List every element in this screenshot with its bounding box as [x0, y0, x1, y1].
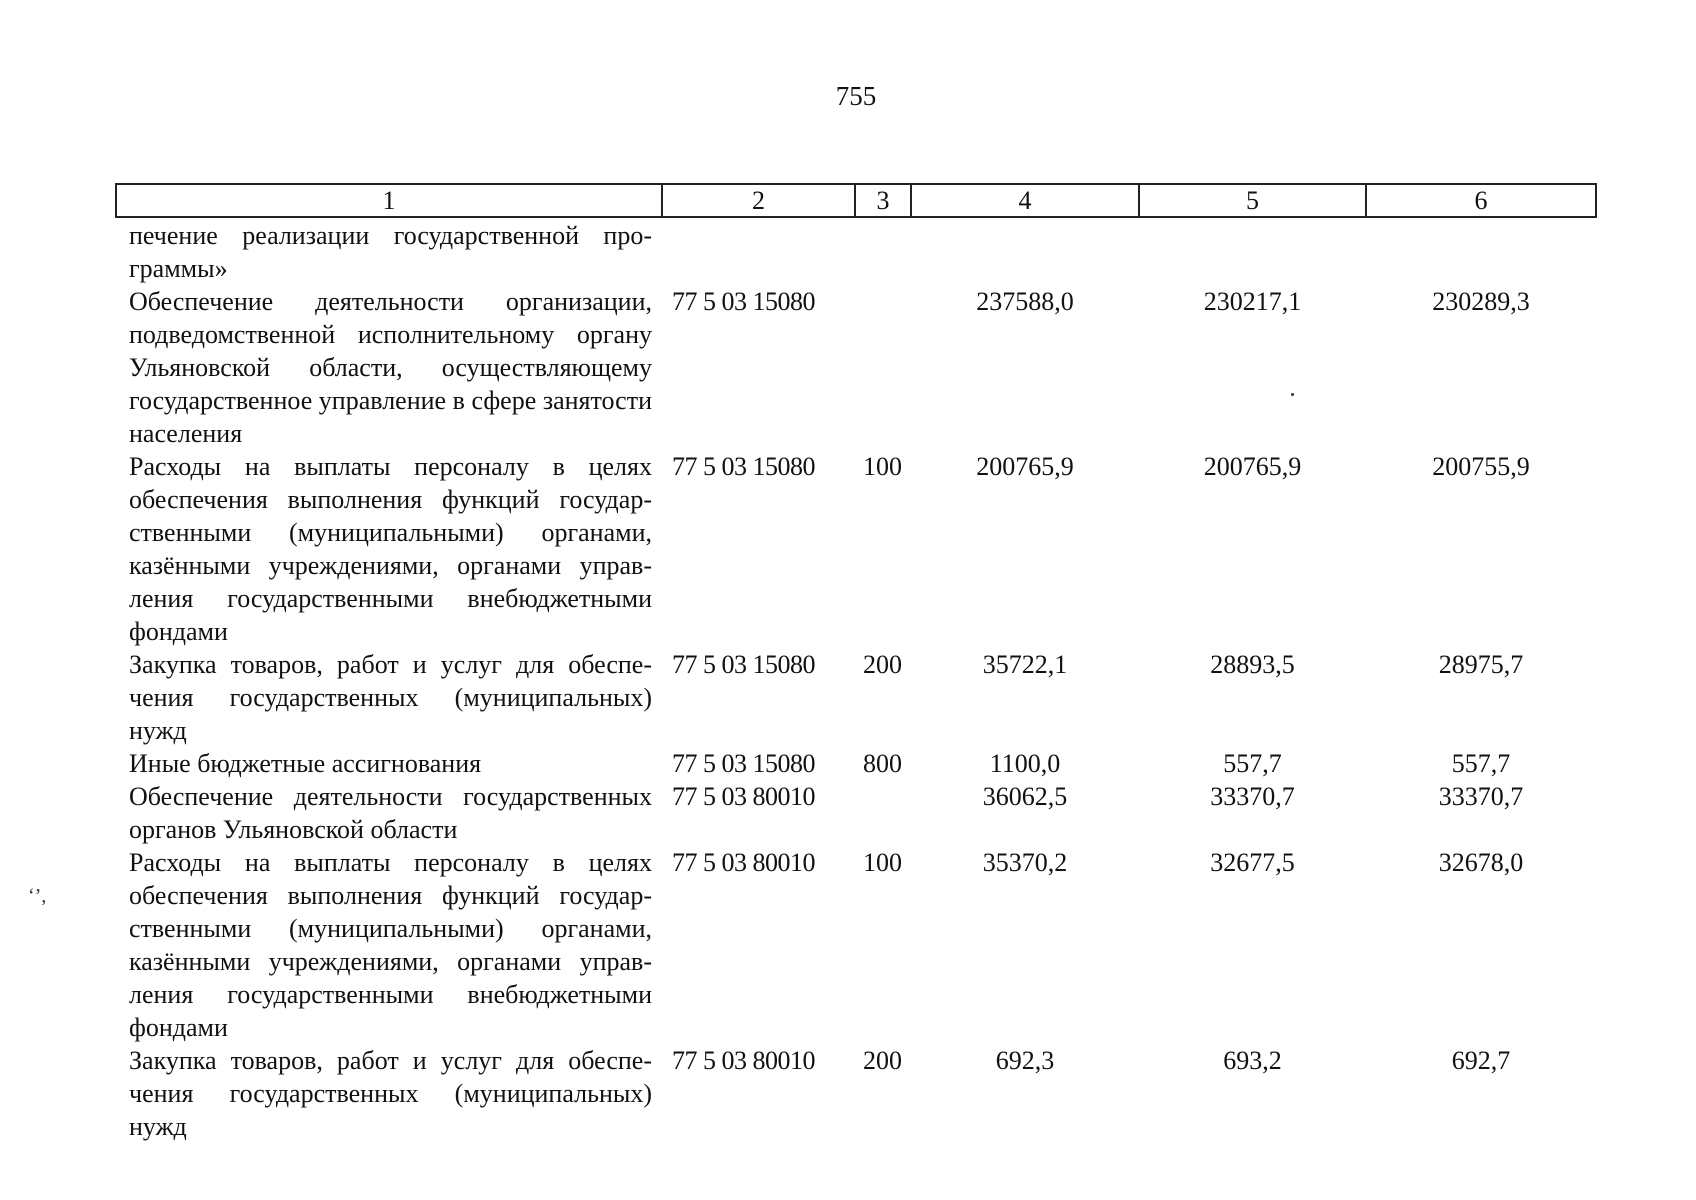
row-target-code: 77 5 03 15080 — [672, 650, 815, 679]
row-description: печение реализации государственной программы» — [129, 221, 652, 283]
row-amount-col6: 692,7 — [1451, 1046, 1511, 1075]
row-amount-col5: 200765,9 — [1203, 452, 1302, 481]
column-header-5: 5 — [1139, 184, 1366, 217]
row-target-code: 77 5 03 15080 — [672, 287, 815, 316]
budget-table — [115, 183, 1597, 1143]
row-amount-col4: 692,3 — [995, 1046, 1055, 1075]
row-expense-type: 200 — [863, 1046, 902, 1075]
row-expense-type — [855, 780, 911, 846]
row-amount-col4: 200765,9 — [976, 452, 1074, 481]
row-target-code — [662, 217, 855, 285]
table-row — [116, 780, 1596, 846]
table-row — [116, 747, 1596, 780]
column-header-4: 4 — [911, 184, 1139, 217]
row-amount-col4: 35370,2 — [982, 848, 1068, 877]
table-row — [116, 846, 1596, 1044]
row-amount-col6 — [1366, 217, 1596, 285]
column-header-6: 6 — [1366, 184, 1596, 217]
scan-artifact-mark: ‘’, — [28, 885, 47, 907]
row-amount-col6: 32678,0 — [1438, 848, 1524, 877]
table-row — [116, 450, 1596, 648]
row-amount-col5: 33370,7 — [1210, 782, 1295, 811]
column-header-3: 3 — [855, 184, 911, 217]
row-amount-col6: 33370,7 — [1438, 782, 1524, 811]
row-target-code: 77 5 03 80010 — [672, 782, 815, 811]
row-description: Закупка товаров, работ и услуг для обеспечения государственных (муниципальных) нужд — [129, 1046, 652, 1141]
row-amount-col5: 28893,5 — [1210, 650, 1295, 679]
row-expense-type: 800 — [863, 749, 902, 778]
row-description: Обеспечение деятельности организации, подведомственной исполнительному органу Ульяновской области, осуществляющему государственное управление в сфере занятости населения — [129, 287, 652, 448]
row-expense-type — [855, 217, 911, 285]
row-amount-col6: 557,7 — [1451, 749, 1511, 778]
table-row — [116, 285, 1596, 450]
row-amount-col4 — [911, 217, 1139, 285]
row-amount-col4: 1100,0 — [989, 749, 1061, 778]
row-amount-col5: 230217,1 — [1203, 287, 1302, 316]
row-target-code: 77 5 03 80010 — [672, 848, 815, 877]
row-amount-col5: 693,2 — [1223, 1046, 1282, 1075]
row-expense-type: 200 — [863, 650, 902, 679]
row-amount-col6: 200755,9 — [1432, 452, 1530, 481]
row-amount-col6: 230289,3 — [1432, 287, 1530, 316]
row-expense-type: 100 — [863, 848, 902, 877]
column-header-1: 1 — [116, 184, 662, 217]
row-target-code: 77 5 03 15080 — [672, 749, 815, 778]
row-description: Расходы на выплаты персоналу в целях обеспечения выполнения функций государственными (муниципальными) органами, казёнными учреждениями, органами управления государственными внебюджетными фондами — [129, 452, 652, 646]
row-description: Иные бюджетные ассигнования — [129, 749, 482, 778]
row-target-code: 77 5 03 15080 — [672, 452, 815, 481]
row-target-code: 77 5 03 80010 — [672, 1046, 815, 1075]
column-header-2: 2 — [662, 184, 855, 217]
row-expense-type: 100 — [863, 452, 902, 481]
row-amount-col5 — [1139, 217, 1366, 285]
row-description: Обеспечение деятельности государственных органов Ульяновской области — [129, 782, 652, 844]
row-expense-type — [855, 285, 911, 450]
table-row — [116, 648, 1596, 747]
row-amount-col5: 557,7 — [1223, 749, 1282, 778]
row-amount-col4: 237588,0 — [976, 287, 1074, 316]
row-amount-col5: 32677,5 — [1210, 848, 1295, 877]
page-number: 755 — [835, 81, 877, 111]
table-row — [116, 217, 1596, 285]
row-amount-col6: 28975,7 — [1438, 650, 1524, 679]
row-amount-col4: 36062,5 — [982, 782, 1068, 811]
row-description: Закупка товаров, работ и услуг для обеспечения государственных (муниципальных) нужд — [129, 650, 652, 745]
row-amount-col4: 35722,1 — [982, 650, 1068, 679]
header-row — [116, 184, 1596, 217]
table-row — [116, 1044, 1596, 1143]
table-header — [116, 184, 1596, 217]
row-description: Расходы на выплаты персоналу в целях обеспечения выполнения функций государственными (муниципальными) органами, казёнными учреждениями, органами управления государственными внебюджетными фондами — [129, 848, 652, 1042]
table-body — [116, 217, 1596, 1143]
